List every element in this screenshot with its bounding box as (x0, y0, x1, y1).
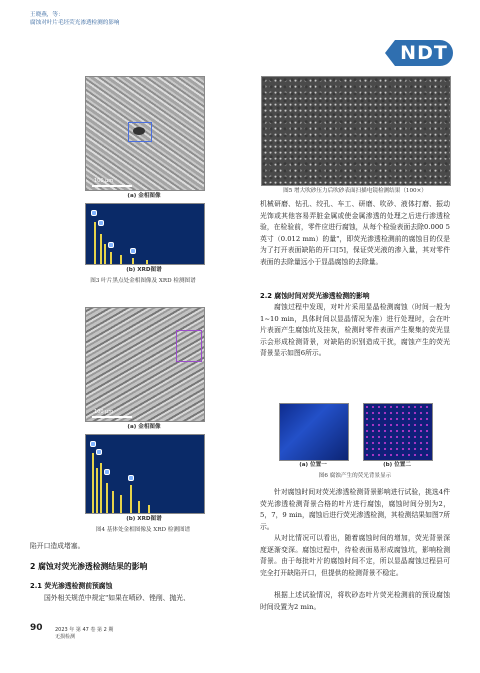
page-number: 90 (30, 623, 43, 633)
running-header (30, 11, 120, 27)
fig5-sem-image (261, 76, 451, 186)
header-authors: 王晓燕，等： (30, 12, 64, 18)
journal-logo (395, 40, 453, 66)
fig3-black-spot (133, 127, 145, 135)
fig6-sub-a: (a) 位置一 (299, 462, 327, 468)
journal-issue: 2023 年 第 47 卷 第 2 期 (55, 627, 114, 633)
fig3-sub-a: (a) 金相图像 (127, 193, 161, 199)
right-para-2: 腐蚀过程中发现，对叶片采用显晶检测腐蚀（时间一般为1~10 min，具体时间以显晶情况为准）进行处理时，会在叶片表面产生腐蚀坑及挂灰，检测时零件表面产生聚集的荧光显示会形成检测背景，对缺陷的识别造成干扰，腐蚀产生的荧光背景显示如图6所示。 (260, 303, 450, 357)
fig6a-fluorescent-image (279, 403, 349, 461)
fig4-xrd-spectrum (85, 434, 205, 514)
fig4-caption: 图4 基体处金相图像及 XRD 检测图谱 (95, 527, 191, 533)
right-para-5: 根据上述试验情况，将吹砂态叶片荧光检测前的预设腐蚀时间设置为2 min。 (260, 591, 450, 611)
fig4-scale-bar (92, 416, 132, 418)
right-para-3: 针对腐蚀时间对荧光渗透检测背景影响进行试验，挑选4件荧光渗透检测背景合格的叶片进行腐蚀，腐蚀时间分别为2，5，7，9 min，腐蚀后进行荧光渗透检测，其检测结果如图7所示。 (260, 488, 450, 531)
fig6-caption: 图6 腐蚀产生的荧光背景显示 (318, 473, 392, 479)
fig3-xrd-spectrum (85, 203, 205, 265)
section-2-1-heading: 2.1 荧光渗透检测前预腐蚀 (30, 582, 113, 590)
fig4-sub-a: (a) 金相图像 (127, 424, 161, 430)
journal-footer (55, 627, 113, 641)
fig4-marker-box (176, 330, 202, 362)
fig3-sub-b: (b) XRD图谱 (126, 267, 162, 273)
journal-name: 无损检测 (55, 634, 76, 640)
fig3-caption: 图3 叶片黑点处金相图像及 XRD 检测图谱 (90, 278, 196, 284)
fig4-metallograph (85, 307, 205, 422)
fig4-scale-label: 100 μm (94, 409, 114, 415)
fig6b-fluorescent-image (363, 403, 433, 461)
fig3-scale-label: 100 μm (94, 178, 114, 184)
section-2-1-para: 国外相关规范中规定"如果在喷砂、锉削、抛光、 (44, 594, 190, 602)
section-2-2-heading: 2.2 腐蚀时间对荧光渗透检测的影响 (260, 292, 370, 300)
header-title: 腐蚀对叶片毛坯荧光渗透检测的影响 (30, 20, 120, 26)
fig5-caption: 图5 增大吹砂压力后吹砂表面扫描电镜检测结果（100×） (283, 188, 427, 194)
fig6-sub-b: (b) 位置二 (383, 462, 411, 468)
fig3-scale-bar (92, 185, 132, 187)
right-para-4: 从对比情况可以看出，随着腐蚀时间的增加，荧光背景深度逐渐变深。腐蚀过程中，待检表面易形成腐蚀坑，影响检测背景。由于每批叶片的腐蚀时间不定，所以显晶腐蚀过程县可完全打开缺陷开口，但提供的检测背景不稳定。 (260, 534, 450, 577)
logo-text: NDT (400, 42, 448, 64)
right-para-1: 机械研磨、钻孔、绞孔、车工、研磨、吹砂、液体打磨、振动光饰或其他容易弄脏金属或使金属渗透的处理之后进行渗透检验，在检验前，零件应进行腐蚀，从每个检验表面去除0.000 5英寸（0.012 mm）的量"，即荧光渗透检测前的腐蚀目的仅是为了打开表面缺陷的开口[5]，保证荧光液的渗入量，其对零件表面的去除量远小于显晶腐蚀的去除量。 (260, 200, 450, 266)
fig4-sub-b: (b) XRD图谱 (126, 516, 162, 522)
fig3-metallograph (85, 76, 205, 191)
left-para-tail: 陷开口造成堵塞。 (30, 542, 85, 550)
section-2-heading: 2 腐蚀对荧光渗透检测结果的影响 (30, 562, 148, 571)
